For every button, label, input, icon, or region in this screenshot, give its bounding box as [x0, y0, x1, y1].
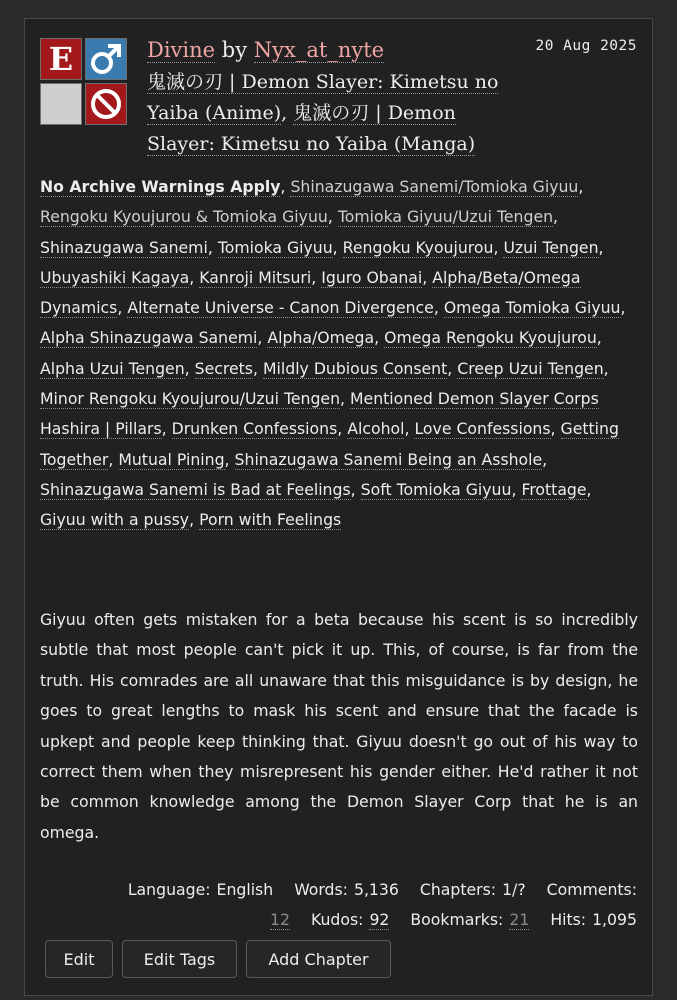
tag-character[interactable]: Shinazugawa Sanemi [40, 237, 208, 257]
work-blurb [24, 18, 653, 996]
tag-freeform[interactable]: Alpha Uzui Tengen [40, 358, 185, 378]
tag-separator: , [493, 237, 499, 257]
work-in-progress-icon[interactable] [40, 83, 82, 125]
hits-label: Hits: [550, 910, 587, 929]
tag-character[interactable]: Ubuyashiki Kagaya [40, 267, 190, 287]
tag-character[interactable]: Iguro Obanai [321, 267, 423, 287]
edit-button[interactable]: Edit [45, 940, 113, 978]
chapters-label: Chapters: [419, 880, 497, 899]
tag-freeform[interactable]: Alpha/Omega [267, 328, 375, 348]
tag-separator: , [598, 237, 604, 257]
tag-separator: , [340, 389, 346, 409]
tag-separator: , [332, 237, 338, 257]
tag-separator: , [252, 358, 258, 378]
rating-letter: E [48, 40, 74, 78]
language-value: English [216, 880, 274, 899]
tag-freeform[interactable]: Mildly Dubious Consent [262, 358, 448, 378]
tag-separator: , [542, 449, 548, 469]
tag-character[interactable]: Tomioka Giyuu [217, 237, 333, 257]
tag-freeform[interactable]: Shinazugawa Sanemi is Bad at Feelings [40, 479, 351, 499]
tag-separator: , [117, 298, 123, 318]
tag-separator: , [433, 298, 439, 318]
tag-freeform[interactable]: Alpha/Beta/Omega Dynamics [40, 267, 581, 318]
tag-separator: , [350, 479, 356, 499]
fandom-link-manga[interactable]: 鬼滅の刃 | Demon Slayer: Kimetsu no Yaiba (Manga) [147, 102, 476, 155]
tag-freeform[interactable]: Mentioned Demon Slayer Corps Hashira | Pillars [40, 389, 599, 439]
tag-separator: , [620, 298, 626, 318]
tag-separator: , [184, 358, 190, 378]
tag-separator: , [586, 479, 592, 499]
tag-freeform[interactable]: Giyuu with a pussy [40, 510, 190, 530]
no-warnings-icon[interactable] [85, 83, 127, 125]
tag-separator: , [257, 328, 263, 348]
publish-date: 20 Aug 2025 [535, 38, 637, 54]
tag-freeform[interactable]: Shinazugawa Sanemi Being an Asshole [234, 449, 543, 469]
tag-freeform[interactable]: Alcohol [347, 419, 405, 439]
tag-separator: , [189, 267, 195, 287]
tag-freeform[interactable]: Porn with Feelings [199, 510, 342, 530]
tag-separator: , [161, 419, 167, 439]
bookmarks-link[interactable]: 21 [509, 910, 530, 929]
tag-freeform[interactable]: Minor Rengoku Kyoujurou/Uzui Tengen [40, 389, 341, 409]
fandom-separator: , [281, 102, 294, 124]
tag-separator: , [553, 207, 559, 227]
tag-separator: , [337, 419, 343, 439]
tag-separator: , [207, 237, 213, 257]
tag-relationship[interactable]: Shinazugawa Sanemi/Tomioka Giyuu [290, 177, 579, 196]
tag-freeform[interactable]: Soft Tomioka Giyuu [360, 479, 512, 499]
kudos-link[interactable]: 92 [369, 910, 390, 929]
tag-freeform[interactable]: Omega Tomioka Giyuu [443, 298, 621, 318]
tag-separator: , [404, 419, 410, 439]
add-chapter-button[interactable]: Add Chapter [246, 940, 391, 978]
tag-separator: , [603, 358, 609, 378]
words-label: Words: [294, 880, 348, 899]
tag-freeform[interactable]: Alpha Shinazugawa Sanemi [40, 328, 258, 348]
tag-relationship[interactable]: Rengoku Kyoujurou & Tomioka Giyuu [40, 207, 328, 227]
tag-separator: , [374, 328, 380, 348]
tag-separator: , [578, 177, 584, 196]
hits-value: 1,095 [592, 910, 637, 929]
prohibited-icon [86, 84, 126, 124]
tag-freeform[interactable]: Mutual Pining [118, 449, 225, 469]
tag-separator: , [327, 207, 333, 227]
work-summary: Giyuu often gets mistaken for a beta because his scent is so incredibly subtle that most people can't pick it up. This, of course, is far from the truth. His comrades are all unaware that this misguidance is by design, he goes to great lengths to mask his scent and ensure that the facade is upkept and people keep thinking that. Giyuu doesn't go out of his way to correct them when they misrepresent his gender either. He'd rather it not be common knowledge among the Demon Slayer Corp that he is an omega. [40, 610, 638, 842]
tag-freeform[interactable]: Omega Rengoku Kyoujurou [384, 328, 597, 348]
tag-separator: , [447, 358, 453, 378]
title-line [147, 34, 517, 67]
tag-freeform[interactable]: Secrets [194, 358, 253, 378]
tag-separator: , [511, 479, 517, 499]
stats-line-1 [37, 875, 637, 905]
by-label: by [221, 38, 248, 62]
tag-list [40, 172, 640, 536]
required-tags [40, 38, 128, 126]
bookmarks-label: Bookmarks: [410, 910, 504, 929]
work-title-link[interactable]: Divine [147, 38, 216, 62]
fandom-list [147, 67, 517, 160]
tag-freeform[interactable]: Drunken Confessions [171, 419, 338, 439]
tag-separator: , [189, 510, 195, 530]
tag-character[interactable]: Uzui Tengen [503, 237, 599, 257]
male-symbol-icon [86, 39, 126, 79]
tag-separator: , [596, 328, 602, 348]
tag-freeform[interactable]: Frottage [521, 479, 587, 499]
comments-label: Comments: [546, 880, 637, 899]
tag-freeform[interactable]: Alternate Universe - Canon Divergence [127, 298, 434, 318]
edit-tags-button[interactable]: Edit Tags [122, 940, 237, 978]
language-label: Language: [127, 880, 211, 899]
tag-separator: , [108, 449, 114, 469]
tag-freeform[interactable]: Creep Uzui Tengen [457, 358, 604, 378]
tag-freeform[interactable]: Getting Together [40, 419, 619, 469]
work-heading [147, 34, 517, 160]
chapters-value: 1/? [502, 880, 526, 899]
category-mm-icon[interactable] [85, 38, 127, 80]
tag-separator: , [224, 449, 230, 469]
work-stats [37, 875, 637, 935]
words-value: 5,136 [353, 880, 399, 899]
tag-freeform[interactable]: Love Confessions [414, 419, 551, 439]
tag-character[interactable]: Kanroji Mitsuri [199, 267, 312, 287]
tag-relationship[interactable]: Tomioka Giyuu/Uzui Tengen [337, 207, 554, 227]
tag-separator: , [311, 267, 317, 287]
comments-link[interactable]: 12 [270, 910, 290, 929]
fandom-link-anime[interactable]: 鬼滅の刃 | Demon Slayer: Kimetsu no Yaiba (Anime) [147, 71, 499, 124]
tag-character[interactable]: Rengoku Kyoujurou [342, 237, 494, 257]
tag-separator: , [280, 177, 286, 196]
tag-separator: , [550, 419, 556, 439]
stats-line-2 [37, 905, 637, 935]
rating-explicit-icon[interactable] [40, 38, 82, 80]
tag-warning[interactable]: No Archive Warnings Apply [40, 177, 281, 196]
tag-separator: , [422, 267, 428, 287]
author-link[interactable]: Nyx_at_nyte [253, 38, 385, 62]
kudos-label: Kudos: [310, 910, 364, 929]
